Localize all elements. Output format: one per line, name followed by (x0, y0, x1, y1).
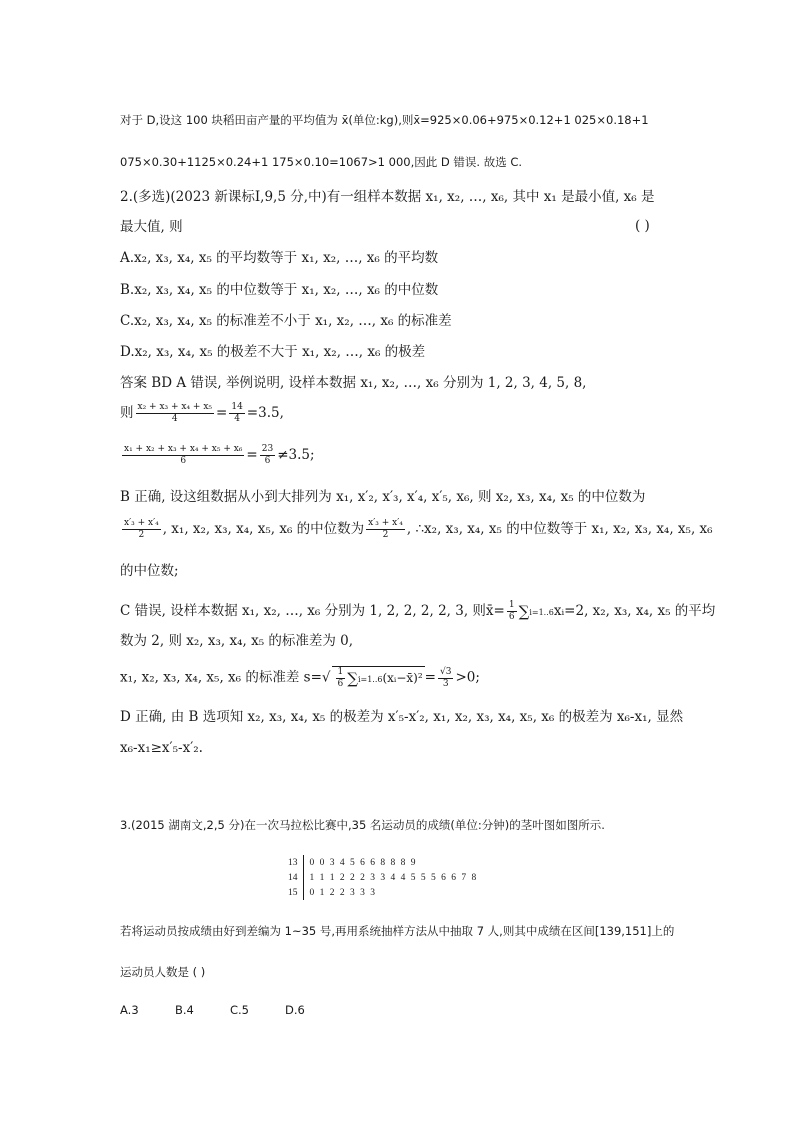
q3-option-d: D.6 (285, 1003, 305, 1017)
q2-option-d: D.x₂, x₃, x₄, x₅ 的极差不大于 x₁, x₂, …, x₆ 的极差 (120, 344, 426, 360)
eq1-denominator: 4 (171, 414, 178, 424)
q2-b-line-3: 的中位数; (120, 563, 179, 579)
leaf-values: 1 1 1 2 2 2 3 3 4 4 5 5 5 6 6 7 8 (309, 872, 478, 883)
b-middle-text: , x₁, x₂, x₃, x₄, x₅, x₆ 的中位数为 (162, 521, 365, 537)
q2-option-a: A.x₂, x₃, x₄, x₅ 的平均数等于 x₁, x₂, …, x₆ 的平均数 (120, 250, 439, 266)
eq2-numerator-2: 23 (261, 444, 274, 454)
c-line3-tail: >0; (455, 669, 480, 686)
summation-sign: ∑ (518, 602, 530, 621)
eq1-prefix: 则 (120, 405, 134, 421)
s-numerator: √3 (439, 666, 452, 677)
sqrt-summation-sign: ∑ (347, 669, 358, 688)
stem-value: 14 (288, 870, 303, 885)
stem-leaf-row (288, 885, 477, 900)
q2-stem-line-1: 2.(多选)(2023 新课标Ⅰ,9,5 分,中)有一组样本数据 x₁, x₂, …, x₆, 其中 x₁ 是最小值, x₆ 是 (120, 189, 655, 205)
eq1-denominator-2: 4 (234, 414, 240, 424)
sqrt-numerator: 1 (337, 667, 344, 677)
sqrt-radical-icon: √ (321, 669, 331, 686)
q3-option-c: C.5 (230, 1003, 250, 1017)
sqrt-expression: (xᵢ−x̄)² (382, 671, 423, 685)
c-line1-text-b: xᵢ=2, x₂, x₃, x₄, x₅ 的平均 (553, 603, 716, 619)
q2-answer-blank: ( ) (635, 218, 650, 234)
b-fraction-2 (366, 518, 405, 541)
q2-stem-line-2: 最大值, 则 (120, 219, 183, 235)
sqrt-summation-range: i=1..6 (357, 675, 383, 684)
b-denominator-2: 2 (382, 530, 389, 540)
q2-option-b: B.x₂, x₃, x₄, x₅ 的中位数等于 x₁, x₂, …, x₆ 的中位数 (120, 282, 439, 298)
q2-d-line-2: x₆-x₁≥x′₅-x′₂. (120, 740, 203, 756)
b-numerator-2: x′₃ + x′₄ (368, 518, 403, 528)
eq2-fraction (122, 444, 244, 467)
c-numerator: 1 (508, 600, 515, 610)
b-tail-text: , ∴x₂, x₃, x₄, x₅ 的中位数等于 x₁, x₂, x₃, x₄, x₅, x₆ (406, 521, 713, 537)
q2-c-line-2: 数为 2, 则 x₂, x₃, x₄, x₅ 的标准差为 0, (120, 633, 354, 649)
stem-value: 13 (288, 855, 303, 870)
eq1-tail: =3.5, (246, 405, 284, 421)
eq1-equals: = (216, 405, 228, 421)
c-line3-equals: = (424, 669, 436, 686)
q3-stem-line-2: 若将运动员按成绩由好到差编为 1~35 号,再用系统抽样方法从中抽取 7 人,则其中成绩在区间[139,151]上的 (120, 924, 675, 938)
sqrt-denominator: 6 (337, 679, 344, 689)
stem-leaf-row (288, 870, 477, 885)
s-fraction (438, 667, 453, 690)
q3-options (120, 1003, 340, 1017)
q3-option-b: B.4 (175, 1003, 194, 1017)
q2-d-line-1: D 正确, 由 B 选项知 x₂, x₃, x₄, x₅ 的极差为 x′₅-x′₂, x₁, x₂, x₃, x₄, x₅, x₆ 的极差为 x₆-x₁, 显然 (120, 709, 684, 725)
eq2-numerator: x₁ + x₂ + x₃ + x₄ + x₅ + x₆ (124, 444, 243, 454)
q3-option-a: A.3 (120, 1003, 139, 1017)
sqrt-body (332, 666, 425, 690)
sqrt-fraction (336, 667, 346, 690)
c-fraction (507, 600, 517, 623)
q2-equation-2 (120, 444, 315, 467)
stem-leaf-plot (288, 855, 477, 900)
s-denominator: 3 (442, 678, 449, 689)
c-line1-text-a: C 错误, 设样本数据 x₁, x₂, …, x₆ 分别为 1, 2, 2, 2, 2, 3, 则x̄= (120, 603, 505, 619)
b-numerator: x′₃ + x′₄ (124, 518, 159, 528)
q2-option-c: C.x₂, x₃, x₄, x₅ 的标准差不小于 x₁, x₂, …, x₆ 的标准差 (120, 313, 452, 329)
b-denominator: 2 (138, 530, 145, 540)
eq1-fraction-2 (229, 402, 244, 425)
summation-range: i=1..6 (529, 608, 554, 617)
leaf-values: 0 0 3 4 5 6 6 8 8 8 9 (309, 857, 417, 868)
stem-value: 15 (288, 885, 303, 900)
eq2-tail: ≠3.5; (277, 447, 315, 463)
q2-b-line-1: B 正确, 设这组数据从小到大排列为 x₁, x′₂, x′₃, x′₄, x′₅, x₆, 则 x₂, x₃, x₄, x₅ 的中位数为 (120, 489, 646, 505)
b-fraction (122, 518, 161, 541)
stem-leaf-table (288, 855, 477, 900)
eq2-denominator: 6 (180, 456, 187, 466)
q2-b-line-2 (120, 518, 713, 541)
q2-c-line-1 (120, 600, 715, 623)
c-line3-text-a: x₁, x₂, x₃, x₄, x₅, x₆ 的标准差 s= (120, 669, 322, 686)
eq2-denominator-2: 6 (264, 456, 271, 466)
q3-stem-line-1: 3.(2015 湖南文,2,5 分)在一次马拉松比赛中,35 名运动员的成绩(单位:分钟)的茎叶图如图所示. (120, 818, 605, 832)
q2-equation-1 (120, 402, 284, 425)
c-denominator: 6 (508, 612, 515, 622)
leaf-values: 0 1 2 2 3 3 3 (309, 887, 376, 898)
eq1-fraction (136, 402, 215, 425)
eq1-numerator-2: 14 (231, 402, 243, 412)
prev-solution-line-1: 对于 D,设这 100 块稻田亩产量的平均值为 x̄(单位:kg),则x̄=925×0.06+975×0.12+1 025×0.18+1 (120, 113, 649, 127)
eq2-fraction-2 (260, 444, 275, 467)
eq2-equals: = (246, 447, 258, 463)
q2-c-line-3 (120, 666, 480, 690)
stem-leaf-row (288, 855, 477, 870)
q2-answer-line: 答案 BD A 错误, 举例说明, 设样本数据 x₁, x₂, …, x₆ 分别为 1, 2, 3, 4, 5, 8, (120, 375, 587, 391)
q3-stem-line-3: 运动员人数是 ( ) (120, 965, 206, 979)
prev-solution-line-2: 075×0.30+1125×0.24+1 175×0.10=1067>1 000,因此 D 错误. 故选 C. (120, 155, 523, 169)
eq1-numerator: x₂ + x₃ + x₄ + x₅ (137, 402, 213, 412)
